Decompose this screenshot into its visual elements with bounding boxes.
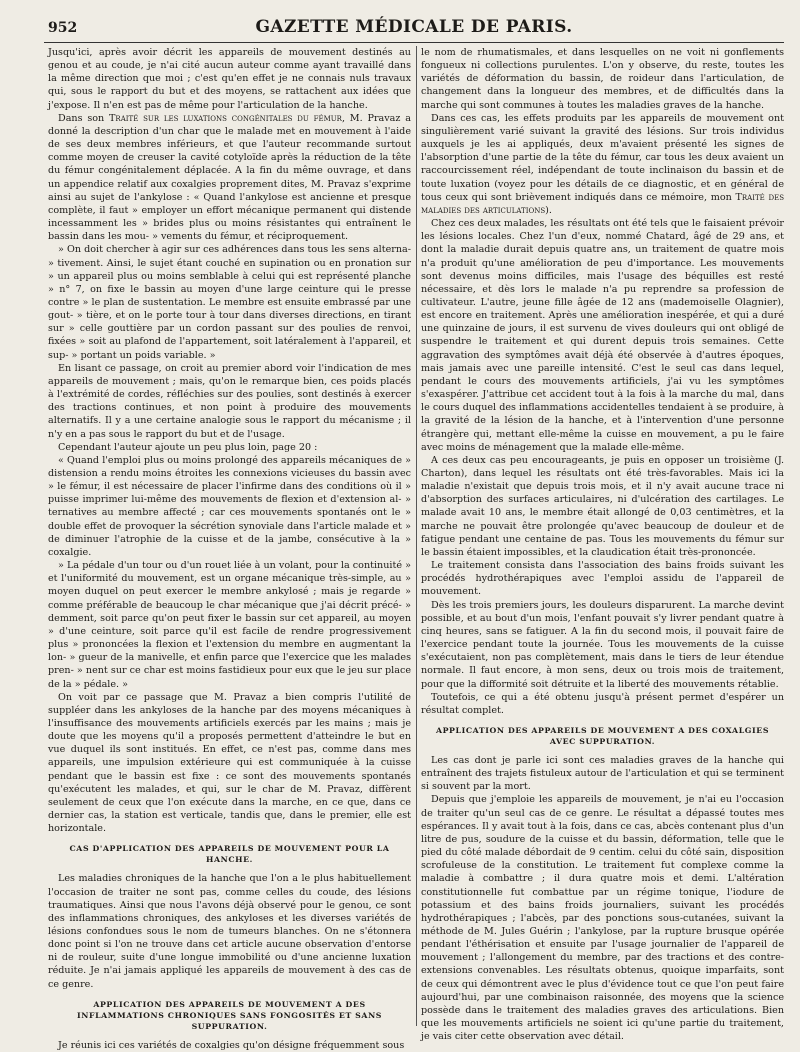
- paragraph: Cependant l'auteur ajoute un peu plus loin, page 20 :: [58, 441, 318, 453]
- page-header: [44, 14, 784, 43]
- text-run: Dans ces cas, les effets produits par les appareils de mouvement ont singulièrement varié suivant la gravité des lésions. Sur trois individus auxquels je les ai appliqués, deux m'avaient présenté les signes de l'absorption d'une partie de la tête du fémur, car tous les deux avaient un raccourcissement réel, indépendant de toute inclinaison du bassin et de toute luxation (voyez pour les détails de ce diagnostic, et en général de tous ceux qui sont brièvement indiqués dans ce mémoire, mon: [421, 112, 784, 203]
- quotation: » On doit chercher à agir sur ces adhérences dans tous les sens alterna- » tivement. Ainsi, le sujet étant couché en supination ou en pronation sur » un appareil plus ou moins semblable à celui qui est représenté planche » n° 7, on fixe le bassin au moyen d'une large ceinture qui le presse contre » le plan de sustentation. Le membre est ensuite embrassé par une gout- » tière, et on le porte tour à tour dans diverses directions, en tirant sur » celle gouttière par un cordon passant sur des poulies de renvoi, fixées » soit au plafond de l'appartement, soit latéralement à l'appareil, et sup- » portant un poids variable. »: [48, 244, 411, 361]
- paragraph: Le traitement consista dans l'association des bains froids suivant les procédés hydrothérapiques avec l'emploi assidu de l'appareil de mouvement.: [421, 560, 784, 598]
- paragraph: On voit par ce passage que M. Pravaz a bien compris l'utilité de suppléer dans les ankyloses de la hanche par des moyens mécaniques à l'insuffisance des mouvements artificiels exercés par les mains ; mais je doute que les moyens qu'il a proposés permettent d'atteindre le but en vue duquel ils sont institués. En effet, ce n'est pas, comme dans mes appareils, une impulsion extérieure qui est communiquée à la cuisse pendant que le bassin est fixe : ce sont des mouvements spontanés qu'exécutent les malades, et qui, sur le char de M. Pravaz, diffèrent seulement de ceux que l'on exécute dans la marche, en ce que, dans ce dernier cas, la station est verticale, tandis que, dans le premier, elle est horizontale.: [48, 691, 411, 835]
- paragraph: [421, 112, 784, 217]
- paragraph: A ces deux cas peu encourageants, je puis en opposer un troisième (J. Charton), dans lequel les résultats ont été très-favorables. Mais ici la maladie n'existait que depuis trois mois, et il n'y avait aucune trace ni d'absorption des surfaces articulaires, ni d'ulcération des cartilages. Le malade avait 10 ans, le membre était allongé de 0,03 centimètres, et la marche ne pouvait être prolongée qu'avec beaucoup de douleur et de fatigue pendant une centaine de pas. Tous les mouvements du fémur sur le bassin étaient impossibles, et la claudication était très-prononcée.: [421, 454, 784, 558]
- paragraph: Dès les trois premiers jours, les douleurs disparurent. La marche devint possible, et au bout d'un mois, l'enfant pouvait s'y livrer pendant quatre à cinq heures, sans se fatiguer. A la fin du second mois, il pouvait faire de l'exercice pendant toute la journée. Tous les mouvements de la cuisse s'exécutaient, non pas complètement, mais dans le tiers de leur étendue normale. Il faut encore, à mon sens, deux ou trois mois de traitement, pour que la difformité soit détruite et la liberté des mouvements rétablie.: [421, 599, 784, 690]
- paragraph: Jusqu'ici, après avoir décrit les appareils de mouvement destinés au genou et au coude, je n'ai cité aucun auteur comme ayant travaillé dans la même direction que moi ; c'est qu'en effet je ne connais nuls travaux qui, sous le rapport du but et des moyens, se rattachent aux idées que j'expose. Il n'en est pas de même pour l'articulation de la hanche.: [48, 47, 411, 111]
- quotation: » La pédale d'un tour ou d'un rouet liée à un volant, pour la continuité » et l'uniformité du mouvement, est un organe mécanique très-simple, au » moyen duquel on peut exercer le membre ankylosé ; mais je regarde » comme préférable de beaucoup le char mécanique que j'ai décrit précé- » demment, soit parce qu'on peut fixer le bassin sur cet appareil, au moyen » d'une ceinture, soit parce qu'il est facile de rendre progressivement plus » prononcées la flexion et l'extension du membre en augmentant la lon- » gueur de la manivelle, et enfin parce que l'exercice que les malades pren- » nent sur ce char est moins fastidieux pour eux que le jeu sur place de la » pédale. »: [48, 560, 411, 690]
- paragraph: [48, 112, 411, 244]
- paragraph: Je réunis ici ces variétés de coxalgies qu'on désigne fréquemment sous: [58, 1039, 405, 1051]
- right-column: [421, 46, 785, 1043]
- paragraph: le nom de rhumatismales, et dans lesquelles on ne voit ni gonflements fongueux ni collections purulentes. L'on y observe, du reste, toutes les variétés de déformation du bassin, de roideur dans l'articulation, de changement dans la longueur des membres, et de difficultés dans la marche qui sont communes à toutes les maladies graves de la hanche.: [421, 47, 784, 111]
- paragraph: Depuis que j'emploie les appareils de mouvement, je n'ai eu l'occasion de traiter qu'un seul cas de ce genre. Le résultat a dépassé toutes mes espérances. Il y avait tout à la fois, dans ce cas, abcès contenant plus d'un litre de pus, soudure de la cuisse et du bassin, déformation, telle que le pied du côté malade débordait de 9 centim. celui du côté sain, disposition scrofuleuse de la constitution. Le traitement fut complexe comme la maladie à combattre ; il dura quatre mois et demi. L'altération constitutionnelle fut combattue par un régime tonique, l'iodure de potassium et des bains froids journaliers, suivant les procédés hydrothérapiques ; l'abcès, par des ponctions sous-cutanées, suivant la méthode de M. Jules Guérin ; l'ankylose, par la rupture brusque opérée pendant l'éthérisation et ensuite par l'usage journalier de l'appareil de mouvement ; l'allongement du membre, par des tractions et des contre-extensions convenables. Les résultats obtenus, quoique imparfaits, sont de ceux qui démontrent avec le plus d'évidence tout ce que l'on peut faire aujourd'hui, par une combinaison raisonnée, des moyens que la science possède dans le traitement des maladies graves des articulations. Bien que les mouvements artificiels ne soient ici qu'une partie du traitement, je vais citer cette observation avec détail.: [421, 794, 784, 1043]
- book-title: Traité sur les luxations congénitales du fémur: [109, 112, 342, 124]
- article-body: [48, 46, 785, 1051]
- text-run: Dans son: [58, 112, 110, 124]
- book-title: Traité des maladies des articulations: [421, 191, 785, 216]
- paragraph: Les maladies chroniques de la hanche que l'on a le plus habituellement l'occasion de traiter ne sont pas, comme celles du coude, des lésions traumatiques. Ainsi que nous l'avons déjà observé pour le genou, ce sont des inflammations chroniques, des ankyloses et les diverses variétés de lésions confondues sous le nom de tumeurs blanches. On ne s'étonnera donc point si l'on ne trouve dans cet article aucune observation d'entorse ni de rouleur, suite d'une longue immobilité ou d'une ancienne luxation réduite. Je n'ai jamais appliqué les appareils de mouvement à des cas de ce genre.: [48, 873, 411, 990]
- quotation: « Quand l'emploi plus ou moins prolongé des appareils mécaniques de » distension a rendu moins étroites les connexions vicieuses du bassin avec » le fémur, il est nécessaire de placer l'infirme dans des conditions où il » puisse imprimer lui-même des mouvements de flexion et d'extension al- » ternatives au membre affecté ; car ces mouvements spontanés ont le » double effet de provoquer la sécrétion synoviale dans l'article malade et » de diminuer l'atrophie de la cuisse et de la jambe, consécutive à la » coxalgie.: [48, 454, 411, 558]
- paragraph: Les cas dont je parle ici sont ces maladies graves de la hanche qui entraînent des trajets fistuleux autour de l'articulation et qui se terminent si souvent par la mort.: [421, 754, 784, 793]
- section-heading: APPLICATION DES APPAREILS DE MOUVEMENT A DES COXALGIES AVEC SUPPURATION.: [435, 725, 770, 746]
- paragraph: Toutefois, ce qui a été obtenu jusqu'à présent permet d'espérer un résultat complet.: [421, 691, 784, 716]
- journal-title: GAZETTE MÉDICALE DE PARIS.: [255, 17, 573, 37]
- section-heading: APPLICATION DES APPAREILS DE MOUVEMENT A DES INFLAMMATIONS CHRONIQUES SANS FONGOSITÉS ET SANS SUPPURATION.: [76, 999, 383, 1031]
- section-heading: CAS D'APPLICATION DES APPAREILS DE MOUVEMENT POUR LA HANCHE.: [69, 844, 390, 865]
- paragraph: Chez ces deux malades, les résultats ont été tels que le faisaient prévoir les lésions locales. Chez l'un d'eux, nommé Chatard, âgé de 29 ans, et dont la maladie durait depuis quatre ans, un traitement de quatre mois n'a produit qu'une amélioration de peu d'importance. Les mouvements sont devenus moins difficiles, mais l'usage des béquilles est resté nécessaire, et dès lors le malade n'a pu reprendre sa profession de cultivateur. L'autre, jeune fille âgée de 12 ans (mademoiselle Olagnier), est encore en traitement. Après une amélioration inespérée, et qui a duré une quinzaine de jours, il est survenu de vives douleurs qui ont obligé de suspendre le traitement et qui durent depuis trois semaines. Cette aggravation des symptômes avait déjà été observée à d'autres époques, mais jamais avec une pareille intensité. C'est le seul cas dans lequel, pendant le cours des mouvements artificiels, j'ai vu les symptômes s'exaspérer. J'attribue cet accident tout à la fois à la marche du mal, dans le cours duquel des inflammations accidentelles tendaient à se produire, à la gravité de la lésion de la hanche, et à l'intervention d'une personne étrangère qui, mettant elle-même la cuisse en mouvement, a pu le faire avec moins de ménagement que la malade elle-même.: [421, 218, 784, 453]
- paragraph: En lisant ce passage, on croit au premier abord voir l'indication de mes appareils de mouvement ; mais, qu'on le remarque bien, ces poids placés à l'extrémité de cordes, réfléchies sur des poulies, sont destinés à exercer des tractions continues, et non point à produire des mouvements alternatifs. Il y a une certaine analogie sous le rapport du mécanisme ; il n'y en a pas sous le rapport du but et de l'usage.: [48, 362, 411, 440]
- text-run: , M. Pravaz a donné la description d'un char que le malade met en mouvement à l'aide de ses deux membres inférieurs, et que l'auteur recommande surtout comme moyen de creuser la cavité cotyloïde après la réduction de la tête du fémur congénitalement déplacée. A la fin du même ouvrage, et dans un appendice relatif aux coxalgies proprement dites, M. Pravaz s'exprime ainsi au sujet de l'ankylose : « Quand l'ankylose est ancienne et presque complète, il faut » employer un effort mécanique permanent qui distende incessamment les » brides plus ou moins résistantes qui entraînent le bassin dans les mou- » vements du fémur, et réciproquement.: [48, 112, 411, 243]
- text-run: ).: [545, 204, 552, 216]
- page-number: 952: [48, 20, 78, 36]
- left-column: [48, 46, 411, 1051]
